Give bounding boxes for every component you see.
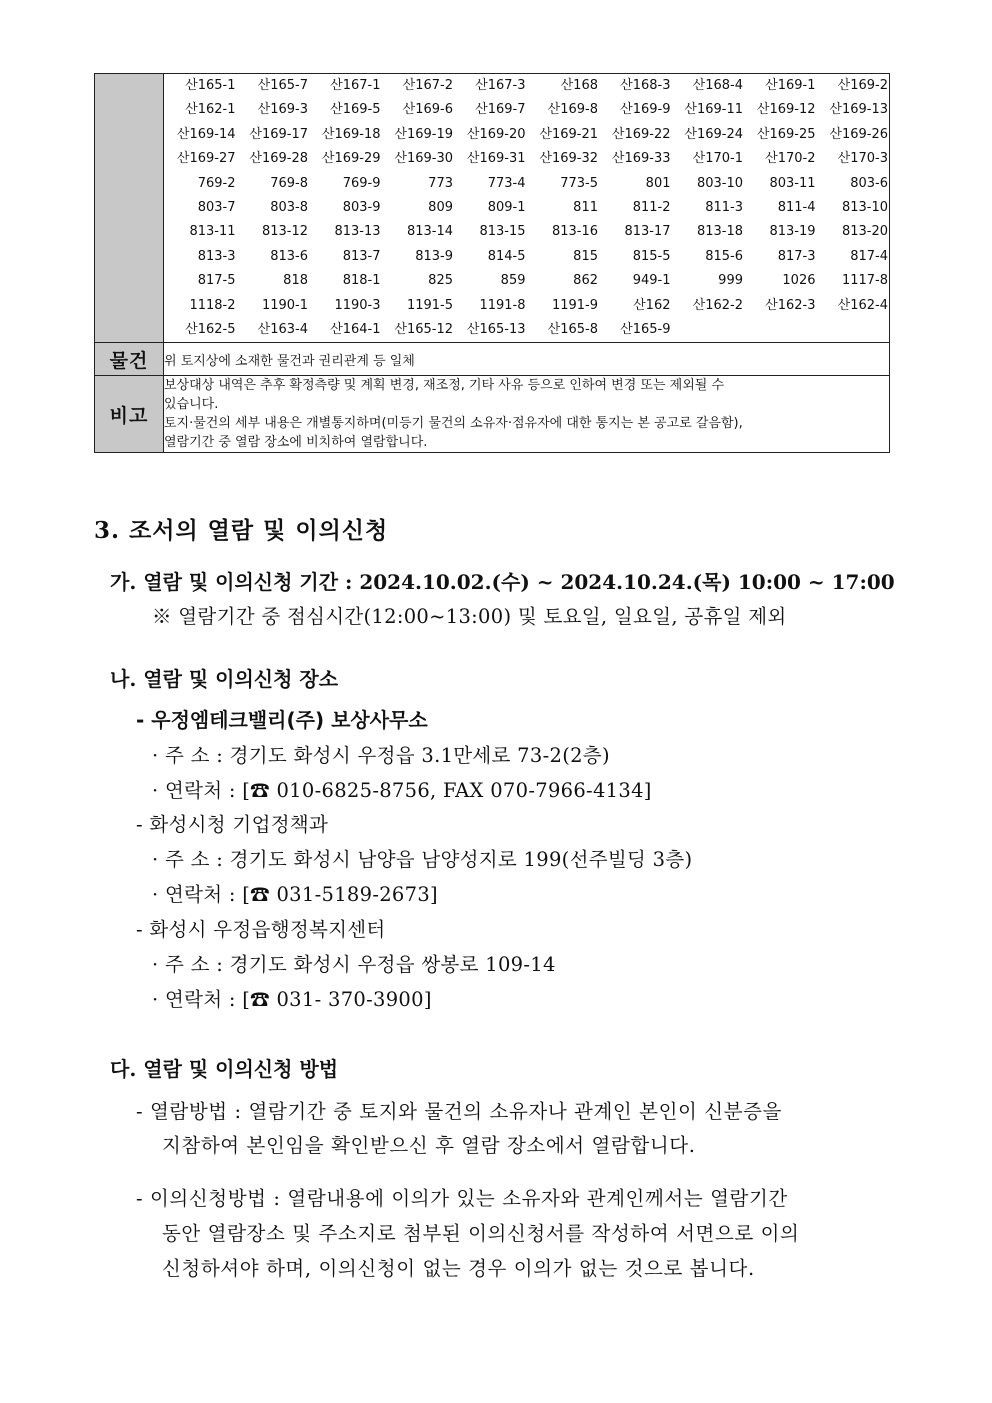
remarks-line: 보상대상 내역은 추후 확정측량 및 계획 변경, 재조정, 기타 사유 등으로 인하여 변경 또는 제외될 수 — [164, 378, 725, 394]
parcel-lot: 산169-14 — [176, 126, 236, 142]
parcel-lot: 산168-4 — [692, 78, 743, 93]
parcel-lot: 803-11 — [769, 175, 816, 191]
parcel-lot: 1026 — [782, 273, 816, 289]
remarks-text — [164, 376, 890, 453]
parcel-lot: 818 — [283, 273, 308, 289]
parcel-lot: 814-5 — [487, 248, 526, 264]
parcel-lot: 817-3 — [777, 248, 816, 264]
parcel-lot: 산162-3 — [765, 297, 816, 313]
parcel-lot: 1191-8 — [479, 297, 526, 313]
parcel-lot: 산169-8 — [547, 102, 598, 118]
parcel-lot: 813-3 — [197, 248, 236, 264]
parcel-lot: 산164-1 — [330, 322, 381, 338]
parcel-lot: 769-9 — [342, 175, 381, 191]
parcel-lot: 803-10 — [696, 175, 743, 191]
parcel-lot: 813-20 — [841, 224, 888, 240]
parcel-lot: 1191-9 — [551, 297, 598, 313]
objection-method-line: - 이의신청방법 : 열람내용에 이의가 있는 소유자와 관계인께서는 열람기간 — [136, 1187, 788, 1210]
parcel-lot: 산165-9 — [620, 322, 671, 338]
parcel-lot: 803-9 — [342, 200, 381, 216]
parcel-lot: 811 — [573, 200, 598, 216]
parcel-lot: 815-5 — [632, 248, 671, 264]
parcel-lot: 815-6 — [705, 248, 743, 264]
parcel-lot: 산162-2 — [692, 297, 743, 313]
office-name: - 우정엠테크밸리(주) 보상사무소 — [136, 708, 428, 732]
parcel-lot: 769-2 — [197, 175, 236, 191]
parcel-lot: 산167-1 — [330, 78, 381, 93]
parcel-lot: 산168-3 — [620, 78, 671, 93]
period-title: 가. 열람 및 이의신청 기간 : 2024.10.02.(수) ~ 2024.10.24.(목) 10:00 ~ 17:00 — [110, 570, 895, 594]
parcel-lot: 803-6 — [850, 175, 888, 191]
parcel-grid — [164, 74, 889, 342]
section-title: 3. 조서의 열람 및 이의신청 — [94, 517, 389, 544]
office-address: · 주 소 : 경기도 화성시 우정읍 쌍봉로 109-14 — [152, 953, 556, 976]
parcel-lot: 999 — [718, 273, 743, 289]
land-parcel-table — [94, 73, 890, 453]
parcel-lot: 773-4 — [487, 175, 526, 191]
parcel-lot: 813-7 — [342, 248, 381, 264]
office-address: · 주 소 : 경기도 화성시 남양읍 남양성지로 199(선주빌딩 3층) — [152, 848, 693, 871]
parcel-lot: 산170-2 — [765, 151, 816, 167]
places-title: 나. 열람 및 이의신청 장소 — [110, 667, 339, 691]
parcel-lot: 803-8 — [270, 200, 308, 216]
parcel-lot: 813-16 — [551, 224, 598, 240]
parcel-lot: 813-6 — [270, 248, 308, 264]
parcel-lot: 1190-3 — [334, 297, 381, 313]
parcel-lot: 산169-26 — [829, 126, 888, 142]
parcel-lot: 773-5 — [560, 175, 598, 191]
parcel-lot: 813-10 — [841, 200, 888, 216]
parcel-lot: 산169-3 — [257, 102, 308, 118]
parcel-lot: 825 — [428, 273, 453, 289]
parcel-lot: 산169-27 — [176, 151, 236, 167]
parcel-lot: 산169-32 — [539, 151, 598, 167]
objects-label: 물건 — [95, 343, 164, 376]
parcel-lot: 산162-4 — [837, 297, 888, 313]
parcel-lot: 산169-18 — [321, 126, 381, 142]
parcel-lot: 산169-13 — [829, 102, 888, 118]
parcel-lot: 산162-5 — [185, 322, 236, 338]
objection-method-line: 신청하셔야 하며, 이의신청이 없는 경우 이의가 없는 것으로 봅니다. — [162, 1257, 755, 1280]
parcel-lot: 산169-31 — [466, 151, 526, 167]
parcel-lot: 859 — [500, 273, 526, 289]
office-contact: · 연락처 : [☎ 010-6825-8756, FAX 070-7966-4134] — [152, 779, 652, 802]
office-contact: · 연락처 : [☎ 031- 370-3900] — [152, 988, 432, 1011]
parcel-lot: 산169-28 — [249, 151, 308, 167]
viewing-method-line: - 열람방법 : 열람기간 중 토지와 물건의 소유자나 관계인 본인이 신분증을 — [136, 1100, 783, 1123]
parcel-lot: 산169-12 — [756, 102, 816, 118]
parcel-lot: 1190-1 — [261, 297, 308, 313]
remarks-line: 토지·물건의 세부 내용은 개별통지하며(미등기 물건의 소유자·점유자에 대한 통지는 본 공고로 갈음함), — [164, 416, 743, 432]
objects-text: 위 토지상에 소재한 물건과 권리관계 등 일체 — [164, 343, 890, 376]
parcel-lot: 산168 — [560, 78, 598, 93]
parcel-lot: 811-3 — [705, 200, 743, 216]
parcel-lot: 산162-1 — [185, 102, 236, 118]
parcel-lot: 1118-2 — [189, 297, 236, 313]
parcel-lot: 산170-1 — [692, 151, 743, 167]
parcel-lot: 산169-2 — [837, 78, 888, 93]
parcel-lot: 1191-5 — [406, 297, 453, 313]
parcel-lot: 산170-3 — [837, 151, 888, 167]
parcel-lot: 산169-11 — [684, 102, 743, 118]
parcel-lot: 817-5 — [197, 273, 236, 289]
parcel-lot: 산163-4 — [257, 322, 308, 338]
parcel-lot: 산169-24 — [684, 126, 743, 142]
parcel-lot: 산169-29 — [321, 151, 381, 167]
parcel-lot: 산169-9 — [620, 102, 671, 118]
parcel-lot: 산169-22 — [611, 126, 671, 142]
parcel-lot: 769-8 — [270, 175, 308, 191]
parcel-lot: 813-13 — [334, 224, 381, 240]
office-address: · 주 소 : 경기도 화성시 우정읍 3.1만세로 73-2(2층) — [152, 744, 610, 767]
parcel-lot: 949-1 — [632, 273, 671, 289]
remarks-line: 열람기간 중 열람 장소에 비치하여 열람합니다. — [164, 435, 428, 451]
parcel-lot: 산169-21 — [539, 126, 598, 142]
parcel-lot: 1117-8 — [841, 273, 888, 289]
period-note: ※ 열람기간 중 점심시간(12:00~13:00) 및 토요일, 일요일, 공휴일 제외 — [152, 605, 787, 628]
parcel-lot: 산169-6 — [402, 102, 453, 118]
parcel-lot: 산165-13 — [466, 322, 526, 338]
viewing-method-line: 지참하여 본인임을 확인받으신 후 열람 장소에서 열람합니다. — [162, 1134, 696, 1157]
remarks-label: 비고 — [95, 376, 164, 453]
parcel-lot: 813-18 — [696, 224, 743, 240]
parcel-lot: 813-14 — [406, 224, 453, 240]
parcel-lot: 산165-7 — [257, 78, 308, 93]
methods-title: 다. 열람 및 이의신청 방법 — [110, 1057, 339, 1081]
parcel-lot: 817-4 — [850, 248, 888, 264]
parcel-lot: 산169-1 — [765, 78, 816, 93]
parcel-lot: 809-1 — [487, 200, 526, 216]
parcel-lot: 813-12 — [261, 224, 308, 240]
parcel-lot: 산169-7 — [475, 102, 526, 118]
parcel-lot: 803-7 — [197, 200, 236, 216]
parcel-lot: 산169-19 — [394, 126, 453, 142]
office-name: - 화성시 우정읍행정복지센터 — [136, 918, 386, 941]
parcel-lot: 산167-3 — [475, 78, 526, 93]
parcel-lot: 산169-5 — [330, 102, 381, 118]
office-contact: · 연락처 : [☎ 031-5189-2673] — [152, 883, 438, 906]
parcel-lot: 산167-2 — [402, 78, 453, 93]
parcel-lot: 815 — [573, 248, 598, 264]
parcel-lot: 813-11 — [189, 224, 236, 240]
remarks-line: 있습니다. — [164, 397, 219, 413]
parcel-lot: 산169-25 — [756, 126, 816, 142]
parcel-lot: 818-1 — [342, 273, 381, 289]
parcel-header-cell — [95, 74, 164, 343]
parcel-lot: 산165-1 — [185, 78, 236, 93]
parcel-lot: 811-4 — [777, 200, 816, 216]
parcel-lot: 산169-20 — [466, 126, 526, 142]
parcel-lot: 773 — [428, 175, 453, 191]
parcel-lot: 862 — [573, 273, 598, 289]
office-name: - 화성시청 기업정책과 — [136, 813, 329, 836]
parcel-lot: 813-17 — [624, 224, 671, 240]
parcel-lot: 산169-33 — [611, 151, 671, 167]
parcel-lot: 813-15 — [479, 224, 526, 240]
parcel-lot: 산169-30 — [394, 151, 453, 167]
parcel-lot: 809 — [428, 200, 453, 216]
parcel-lot: 산162 — [633, 297, 671, 313]
parcel-lot: 811-2 — [632, 200, 671, 216]
parcel-lot: 801 — [645, 175, 671, 191]
parcel-lot: 산165-12 — [394, 322, 453, 338]
parcel-lot: 산165-8 — [547, 322, 598, 338]
parcel-list-cell — [164, 74, 890, 343]
objection-method-line: 동안 열람장소 및 주소지로 첨부된 이의신청서를 작성하여 서면으로 이의 — [162, 1222, 800, 1245]
parcel-lot: 산169-17 — [249, 126, 308, 142]
parcel-lot: 813-9 — [415, 248, 453, 264]
parcel-lot: 813-19 — [769, 224, 816, 240]
